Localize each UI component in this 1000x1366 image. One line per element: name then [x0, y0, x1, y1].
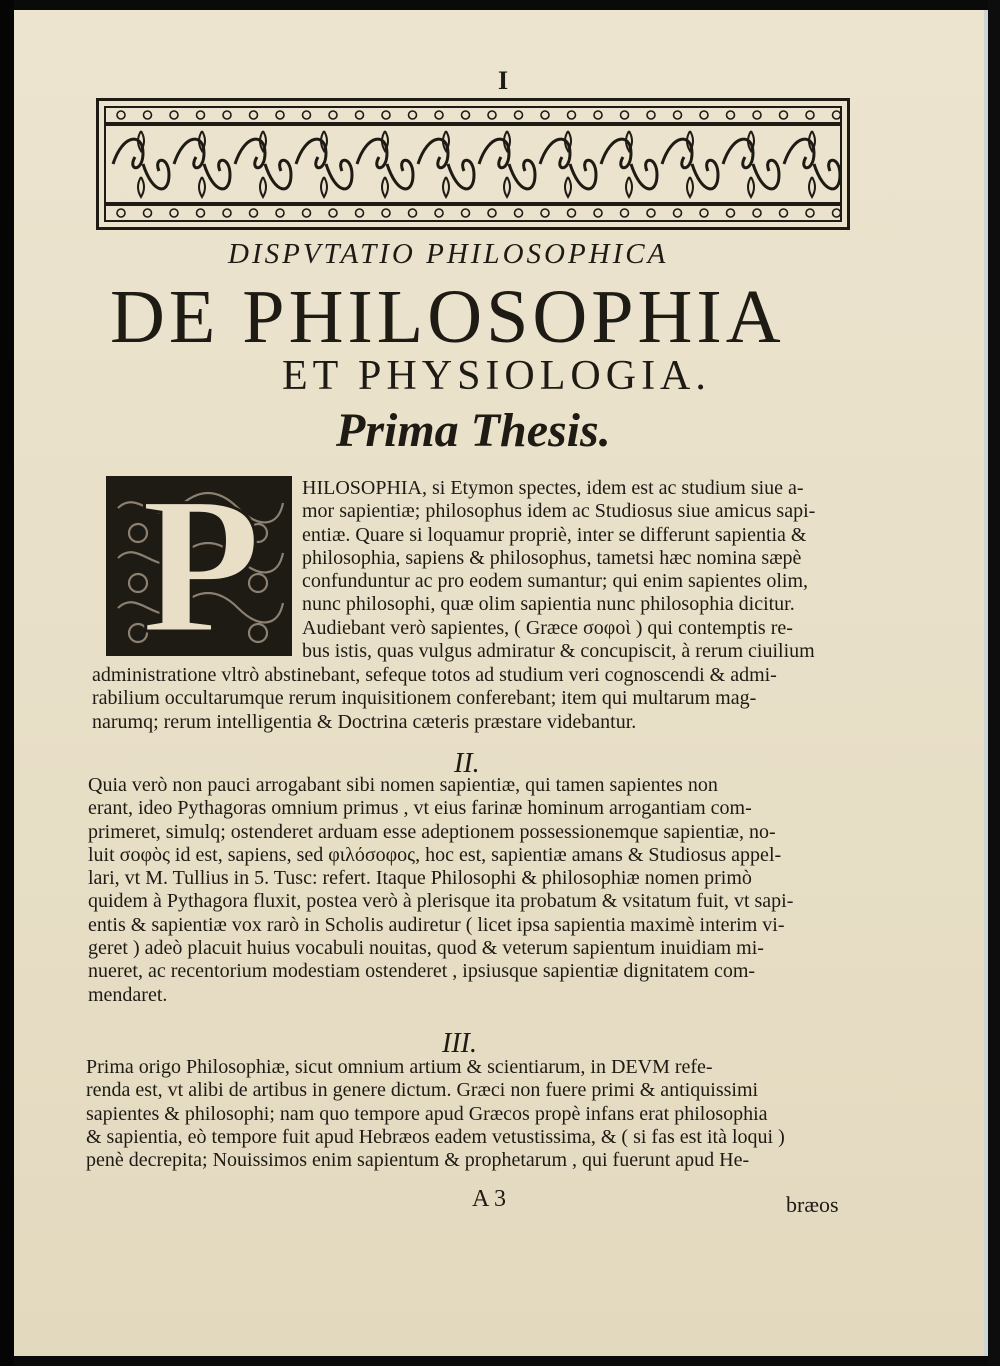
text-line: renda est, vt alibi de artibus in genere dictum. Græci non fuere primi & antiquissimi — [86, 1079, 759, 1102]
initial-letter: P — [141, 457, 261, 674]
page-number: I — [498, 66, 509, 95]
text-line: Prima origo Philosophiæ, sicut omnium artium & scientiarum, in DEVM refe- — [86, 1056, 713, 1078]
text-line: philosophia, sapiens & philosophus, tametsi hæc nomina sæpè — [302, 546, 802, 569]
headpiece-ornament-icon — [99, 101, 847, 227]
text-line: mendaret. — [88, 983, 168, 1006]
left-scan-edge — [0, 0, 14, 1366]
ornamental-headpiece — [96, 98, 850, 230]
text-line: HILOSOPHIA, si Etymon spectes, idem est ac studium siue a- — [302, 477, 804, 499]
text-line: nueret, ac recentorium modestiam ostenderet , ipsiusque sapientiæ dignitatem com- — [88, 960, 756, 983]
text-line: erant, ideo Pythagoras omnium primus , vt eius farinæ hominum arrogantiam com- — [88, 797, 752, 820]
section3-numeral: III. — [442, 1028, 477, 1059]
section-heading: Prima Thesis. — [336, 404, 611, 457]
text-line: confunduntur ac pro eodem sumantur; qui enim sapientes olim, — [302, 570, 808, 593]
text-line: mor sapientiæ; philosophus idem ac Studiosus siue amicus sapi- — [302, 500, 816, 523]
section2-numeral: II. — [454, 748, 480, 779]
text-line: quidem à Pythagora fluxit, postea verò à plerisque ita probatum & vsitatum fuit, vt sapi- — [88, 890, 794, 913]
text-line: penè decrepita; Nouissimos enim sapientum & prophetarum , qui fuerunt apud He- — [86, 1149, 750, 1172]
text-line: narumq; rerum intelligentia & Doctrina cæteris præstare videbantur. — [92, 710, 637, 733]
section1-text-right — [302, 477, 872, 663]
section1-text-full — [92, 664, 872, 734]
text-line: geret ) adeò placuit huius vocabuli nouitas, quod & veterum sapientum inuidiam mi- — [88, 937, 764, 960]
right-scan-edge — [988, 0, 1000, 1366]
text-line: bus istis, quas vulgus admiratur & concupiscit, à rerum ciuilium — [302, 640, 815, 663]
section2-text — [88, 774, 868, 1007]
text-line: nunc philosophi, quæ olim sapientia nunc philosophia dicitur. — [302, 593, 795, 616]
text-line: lari, vt M. Tullius in 5. Tusc: refert. Itaque Philosophi & philosophiæ nomen primò — [88, 867, 752, 890]
title-main: DE PHILOSOPHIA — [110, 275, 785, 359]
signature-mark: A 3 — [472, 1186, 507, 1212]
text-line: entiæ. Quare si loquamur propriè, inter se differunt sapientia & — [302, 523, 807, 546]
title-sub: ET PHYSIOLOGIA. — [282, 353, 711, 399]
text-line: entis & sapientiæ vox rarò in Scholis audiretur ( licet ipsa sapientia maximè interim vi- — [88, 913, 785, 936]
text-line: primeret, simulq; ostenderet arduam esse adeptionem possessionemque sapientiæ, no- — [88, 820, 776, 843]
text-line: Audiebant verò sapientes, ( Græce σοφοὶ ) qui contemptis re- — [302, 616, 793, 639]
title-disputatio: DISPVTATIO PHILOSOPHICA — [228, 238, 669, 270]
text-line: Quia verò non pauci arrogabant sibi nomen sapientiæ, qui tamen sapientes non — [88, 774, 718, 796]
text-line: & sapientia, eò tempore fuit apud Hebræos eadem vetustissima, & ( si fas est ità loqui ) — [86, 1125, 785, 1148]
text-line: rabilium occultarumque rerum inquisitionem conferebant; item qui multarum mag- — [92, 687, 757, 710]
text-line: sapientes & philosophi; nam quo tempore apud Græcos propè infans erat philosophia — [86, 1102, 768, 1125]
text-line: administratione vltrò abstinebant, sefeque totos ad studium veri cognoscendi & admi- — [92, 664, 777, 686]
book-page — [14, 10, 990, 1356]
section3-text — [86, 1056, 866, 1172]
text-line: luit σοφὸς id est, sapiens, sed φιλόσοφος, hoc est, sapientiæ amans & Studiosus appel- — [88, 843, 782, 866]
decorated-initial — [106, 457, 292, 674]
catchword: bræos — [786, 1192, 839, 1217]
